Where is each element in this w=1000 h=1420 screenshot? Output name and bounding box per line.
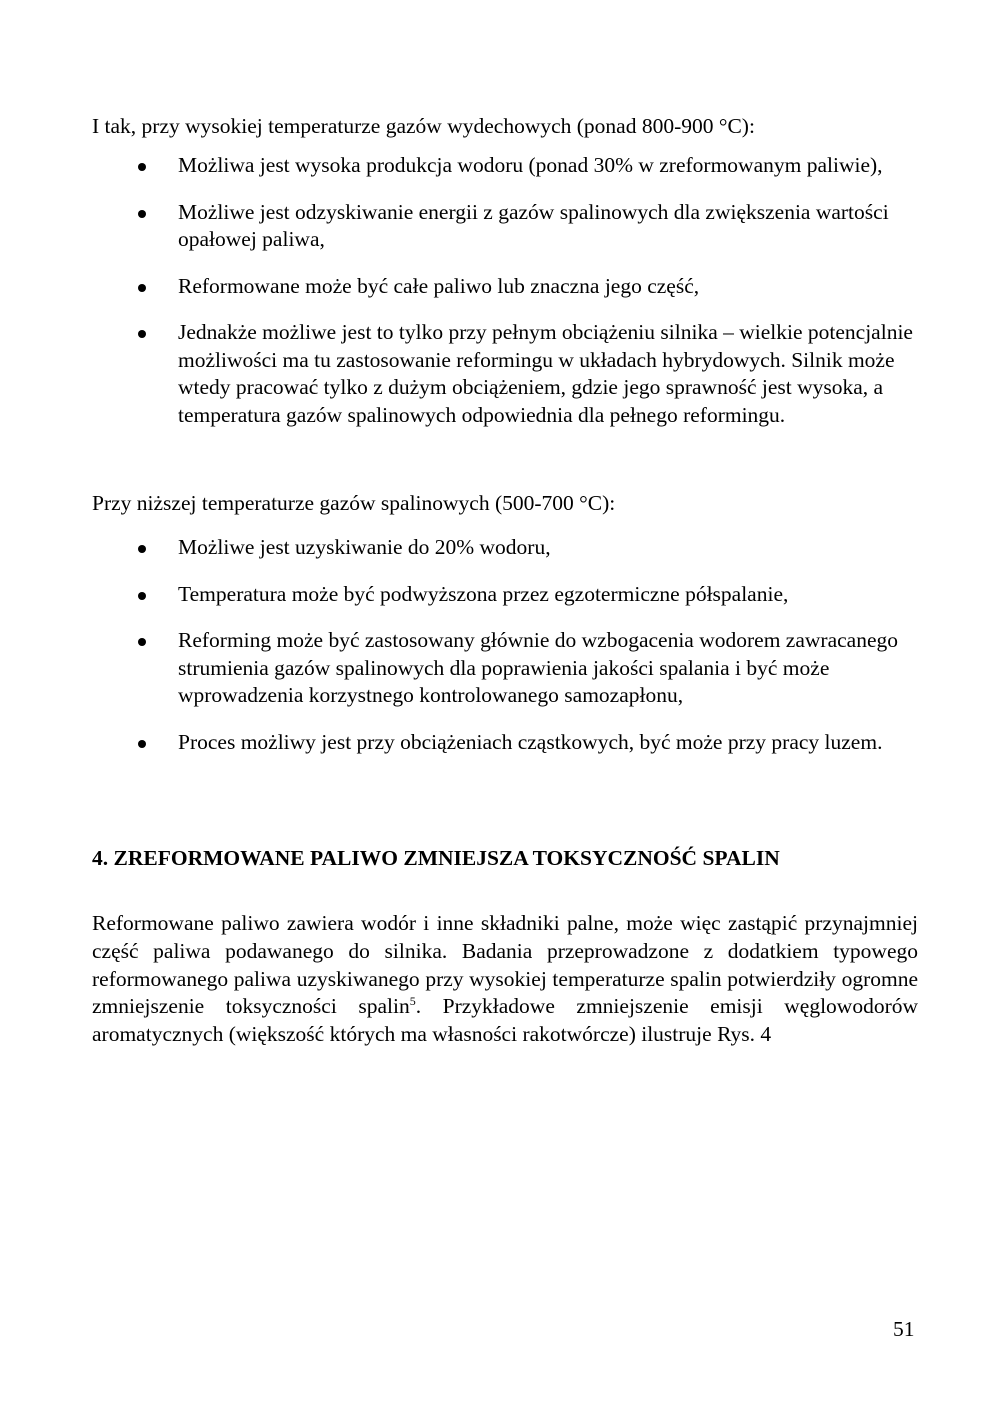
list-item — [92, 534, 922, 562]
list-item — [92, 152, 922, 180]
page-number: 51 — [893, 1317, 915, 1341]
list-item — [92, 273, 922, 301]
intro-high-temperature: I tak, przy wysokiej temperaturze gazów wydechowych (ponad 800-900 °C): — [92, 114, 755, 138]
paragraph-text-part1: Reformowane paliwo zawiera wodór i inne składniki palne, może więc zastąpić przynajmniej część paliwa podawanego do silnika. Badania przeprowadzone z dodatkiem typowego reformowanego paliwa uzyskiwanego przy wysokiej temperaturze spalin potwierdziły ogromne zmniejszenie toksyczności spalin — [92, 911, 918, 1019]
bullet-icon — [138, 210, 146, 218]
bullet-icon — [138, 284, 146, 292]
list-item-text: Możliwa jest wysoka produkcja wodoru (ponad 30% w zreformowanym paliwie), — [178, 153, 883, 177]
list-item-text: Proces możliwy jest przy obciążeniach cząstkowych, być może przy pracy luzem. — [178, 729, 883, 754]
bullet-icon — [138, 163, 146, 171]
list-item-text: Reforming może być zastosowany głównie do wzbogacenia wodorem zawracanego strumienia gazów spalinowych dla poprawienia jakości spalania i być może wprowadzenia korzystnego kontrolowanego samozapłonu, — [178, 628, 898, 707]
low-temperature-list — [92, 534, 922, 775]
bullet-icon — [138, 740, 146, 748]
bullet-icon — [138, 638, 146, 646]
list-item-text: Możliwe jest uzyskiwanie do 20% wodoru, — [178, 535, 551, 559]
list-item-text: Możliwe jest odzyskiwanie energii z gazów spalinowych dla zwiększenia wartości opałowej paliwa, — [178, 199, 889, 251]
bullet-icon — [138, 545, 146, 553]
list-item — [92, 729, 922, 757]
list-item — [92, 199, 922, 254]
paragraph-text-part2: . Przykładowe zmniejszenie emisji węglowodorów aromatycznych (większość których ma własności rakotwórcze) ilustruje Rys. 4 — [92, 994, 919, 1047]
list-item — [92, 627, 922, 710]
list-item-text: Reformowane może być całe paliwo lub znaczna jego część, — [178, 273, 700, 298]
list-item — [92, 581, 922, 609]
bullet-icon — [138, 592, 146, 600]
high-temperature-list — [92, 152, 922, 448]
section-paragraph — [92, 910, 918, 1049]
intro-low-temperature: Przy niższej temperaturze gazów spalinowych (500-700 °C): — [92, 491, 616, 515]
list-item-text: Temperatura może być podwyższona przez egzotermiczne półspalanie, — [178, 581, 789, 606]
list-item — [92, 319, 922, 429]
list-item-text: Jednakże możliwe jest to tylko przy pełnym obciążeniu silnika – wielkie potencjalnie możliwości ma tu zastosowanie reformingu w układach hybrydowych. Silnik może wtedy pracować tylko z dużym obciążeniem, gdzie jego sprawność jest wysoka, a temperatura gazów spalinowych odpowiednia dla pełnego reformingu. — [178, 320, 913, 427]
section-heading: 4. ZREFORMOWANE PALIWO ZMNIEJSZA TOKSYCZNOŚĆ SPALIN — [92, 846, 780, 870]
bullet-icon — [138, 330, 146, 338]
footnote-reference: 5 — [409, 994, 416, 1009]
